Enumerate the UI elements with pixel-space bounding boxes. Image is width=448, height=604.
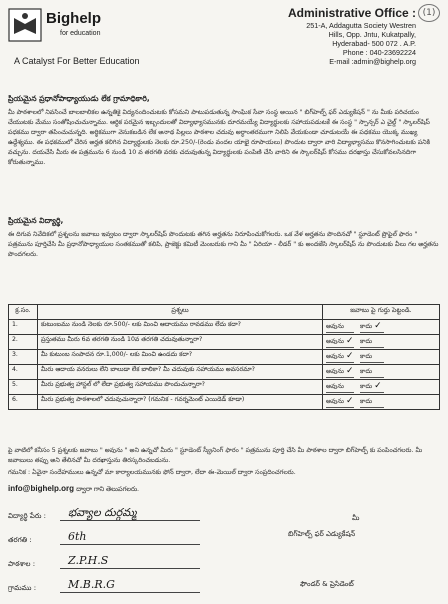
page-number: (1) (418, 4, 440, 22)
no-label: కాదు (360, 323, 373, 330)
row-number: 4. (9, 365, 38, 380)
question-text: ప్రస్తుతము మీరు 6వ తరగతి నుండి 10వ తరగతి చదువుతున్నారా? (38, 335, 323, 350)
row-number: 3. (9, 350, 38, 365)
instructions-paragraph: ఈ దిగువ నివేదికలో ప్రశ్నలను జవాబు ఇవ్వటం ద్వారా స్కాలర్‌షిప్ పొందుటకు తగిన అర్హతను నిరూపించుకోగలరు. ఒక వేళ అర్హతను పొందినచో " స్టూడెంట్ ప్రొఫైల్ ఫారం " పత్రమును పూర్తిచేసి మీ ప్రధానోపాధ్యాయుల సంతకముతో కలిపి, ప్రాజెక్టు కమిటీ మెంబరుకు గాని మీ " ఏరియా - లీడర్ " కు అందజేసి స్కాలర్‌షిప్ ను పొందుటకు వీలు గల అర్హతను పొందగలరు. (8, 231, 439, 258)
eligibility-table (8, 304, 440, 410)
yes-label: అవును (326, 353, 344, 360)
answer-cell (323, 380, 440, 395)
answer-cell (323, 320, 440, 335)
table-row (9, 395, 440, 410)
yes-option[interactable] (326, 383, 354, 393)
answer-cell (323, 335, 440, 350)
yes-label: అవును (326, 323, 344, 330)
brand-name: Bighelp (46, 10, 101, 27)
no-option[interactable] (360, 353, 384, 363)
no-label: కాదు (360, 338, 373, 345)
row-number: 5. (9, 380, 38, 395)
yes-option[interactable] (326, 336, 354, 348)
no-label: కాదు (360, 383, 373, 390)
field-label-name: విద్యార్థి పేరు : (8, 512, 46, 520)
yes-option[interactable] (326, 396, 354, 408)
row-number: 1. (9, 320, 38, 335)
question-text: మీరు ప్రభుత్వ పాఠశాలలో చదువుచున్నారా? (గమనిక - గవర్నమెంట్ ఎయిడెడ్ కూడా) (38, 395, 323, 410)
column-header: జవాబు పై గుర్తు పెట్టండి. (323, 305, 440, 320)
no-option[interactable] (360, 398, 384, 408)
office-line: Phone : 040-23692224 (342, 48, 416, 57)
office-line: Hills, Opp. Jntu, Kukatpally, (328, 30, 416, 39)
no-option[interactable] (360, 381, 384, 393)
yours-label: మీ (352, 514, 360, 522)
table-header-row (9, 305, 440, 320)
table-row (9, 320, 440, 335)
yes-label: అవును (326, 368, 344, 375)
contact-email (8, 484, 139, 495)
check-mark-icon: ✓ (345, 351, 354, 361)
tagline: A Catalyst For Better Education (14, 56, 140, 66)
question-text: మీ కుటుంబ సంపాదన రూ.1,000/- లకు మించి ఉండదు కదా? (38, 350, 323, 365)
answer-cell (323, 350, 440, 365)
class-value: 6th (68, 530, 87, 543)
table-row (9, 350, 440, 365)
org-signature: బిగ్‌హెల్ప్ ఫర్ ఎడ్యుకేషన్ (288, 530, 356, 538)
table-row (9, 365, 440, 380)
yes-option[interactable] (326, 351, 354, 363)
school-value: Z.P.H.S (68, 554, 109, 567)
yes-label: అవును (326, 338, 344, 345)
note-paragraph: గమనిక : ఏవైనా సందేహములు ఉన్నచో మా కార్యాలయమునకు ఫోన్ ద్వారా, లేదా ఈ-మెయిల్ ద్వారా సంప్రదించగలరు. (8, 469, 296, 476)
office-line: Hyderabad- 500 072 . A.P. (332, 39, 416, 48)
email-address[interactable]: info@bighelp.org (8, 484, 75, 493)
yes-label: అవును (326, 383, 344, 390)
question-text: మీరు ఆదాయ వనరులు లేని బాలుడా లేక బాలికా? మీ చదువుకు సహాయము అవసరమా? (38, 365, 323, 380)
student-name-value: భవ్యాల దుర్గమ్మ (68, 506, 137, 519)
yes-option[interactable] (326, 323, 354, 333)
field-label-class: తరగతి : (8, 536, 32, 544)
founder-title: ఫౌండర్ & ప్రెసిడెంట్ (300, 580, 354, 588)
email-tail: ద్వారా గాని తెలుపగలరు. (76, 486, 139, 493)
office-line: E-mail :admin@bighelp.org (329, 57, 416, 66)
yes-label: అవును (326, 398, 344, 405)
bighelp-logo-icon (8, 8, 42, 42)
no-label: కాదు (360, 368, 373, 375)
footer-paragraph: పై వాటిలో కనీసం 5 ప్రశ్నలకు జవాబు " అవును " అని ఉన్నచో మీరు " స్టూడెంట్ స్క్రీనింగ్ ఫారం " పత్రమును పూర్తి చేసి మీ పాఠశాల ద్వారా బిగ్‌హెల్ప్ కు పంపించగలరు. మీ జవాబులు తప్పు అని తేలినచో మీ దరఖాస్తును తిరస్కరించబడును. (8, 447, 423, 464)
no-label: కాదు (360, 398, 373, 405)
no-option[interactable] (360, 368, 384, 378)
row-number: 2. (9, 335, 38, 350)
table-row (9, 380, 440, 395)
question-text: మీరు ప్రభుత్వ హాస్టల్ లో లేదా ప్రభుత్వ సహాయము పొందుచున్నారా? (38, 380, 323, 395)
answer-cell (323, 365, 440, 380)
no-option[interactable] (360, 338, 384, 348)
column-header: క్ర.సం. (9, 305, 38, 320)
brand-subtitle: for education (60, 30, 101, 37)
salutation: ప్రియమైన ప్రధానోపాధ్యాయుడు లేక గ్రామాధికారి, (8, 94, 150, 103)
no-option[interactable] (360, 321, 384, 333)
check-mark-icon: ✓ (374, 381, 382, 391)
check-mark-icon: ✓ (345, 366, 354, 376)
answer-cell (323, 395, 440, 410)
check-mark-icon: ✓ (345, 336, 354, 346)
field-label-school: పాఠశాల : (8, 560, 36, 568)
yes-option[interactable] (326, 366, 354, 378)
intro-paragraph: మీ పాఠశాలలో నివసించే బాలబాలికల ఉన్నతికై విద్యనందించుటకు కోసమని పాటుపడుతున్న సాంఘిక సేవా సంస్థ అయిన " బిగ్‌హెల్ప్ ఫర్ ఎడ్యుకేషన్ " ను మీకు పరిచయం చేయుటకు మేము సంతోషించుచున్నాము. ఆర్థిక పరమైన ఇబ్బందులతో విద్యాభ్యాసమునకు దూరమయ్యే విద్యార్థులకు సహాయపడుటకే ఈ సంస్థ " స్పాన్సర్ ఎ చైల్డ్ " స్కాలర్‌షిప్ పధకము ద్వారా తపించుచున్నది. అర్థికముగా వెనుకబడిన లేక అనాథ పిల్లలు పాఠశాల చదువు అర్ధాంతరముగా నిలిపి వేయకుండా చూడుటయే ఈ పధకము యొక్క ముఖ్య ఉద్దేశ్యము. ఈ పధకములో చేరిన అర్హత కలిగిన విద్యార్థులకు నెలకు రూ.250/-(రెండు వందల యాభై రూపాయలు) పొందుట ద్వారా వారి విద్యాభ్యాసము కొనసాగించుటకు పనికి వచ్చును. దయచేసి మీరు ఈ పత్రమును 6 నుండి 10 వ తరగతి వరకు చదువుతున్న విద్యార్థులకు పంపిణి చేసి వారిని ఈ స్కాలర్‌షిప్ కోసము దరఖాస్తు చేసుకోవలసినదిగా కోరుతున్నాము. (8, 109, 430, 166)
office-address (216, 6, 416, 66)
check-mark-icon: ✓ (374, 321, 382, 331)
row-number: 6. (9, 395, 38, 410)
check-mark-icon: ✓ (345, 396, 354, 406)
student-greeting: ప్రియమైన విద్యార్థి, (8, 216, 64, 225)
field-label-village: గ్రామము : (8, 584, 37, 592)
column-header: ప్రశ్నలు (38, 305, 323, 320)
question-text: కుటుంబము నుండి నెలకు రూ.500/- లకు మించి ఆదాయము రావడము లేదు కదా? (38, 320, 323, 335)
village-value: M.B.R.G (68, 578, 115, 591)
office-line: 251-A, Addagutta Society Westren (306, 21, 416, 30)
office-title: Administrative Office : (287, 6, 416, 20)
no-label: కాదు (360, 353, 373, 360)
table-row (9, 335, 440, 350)
